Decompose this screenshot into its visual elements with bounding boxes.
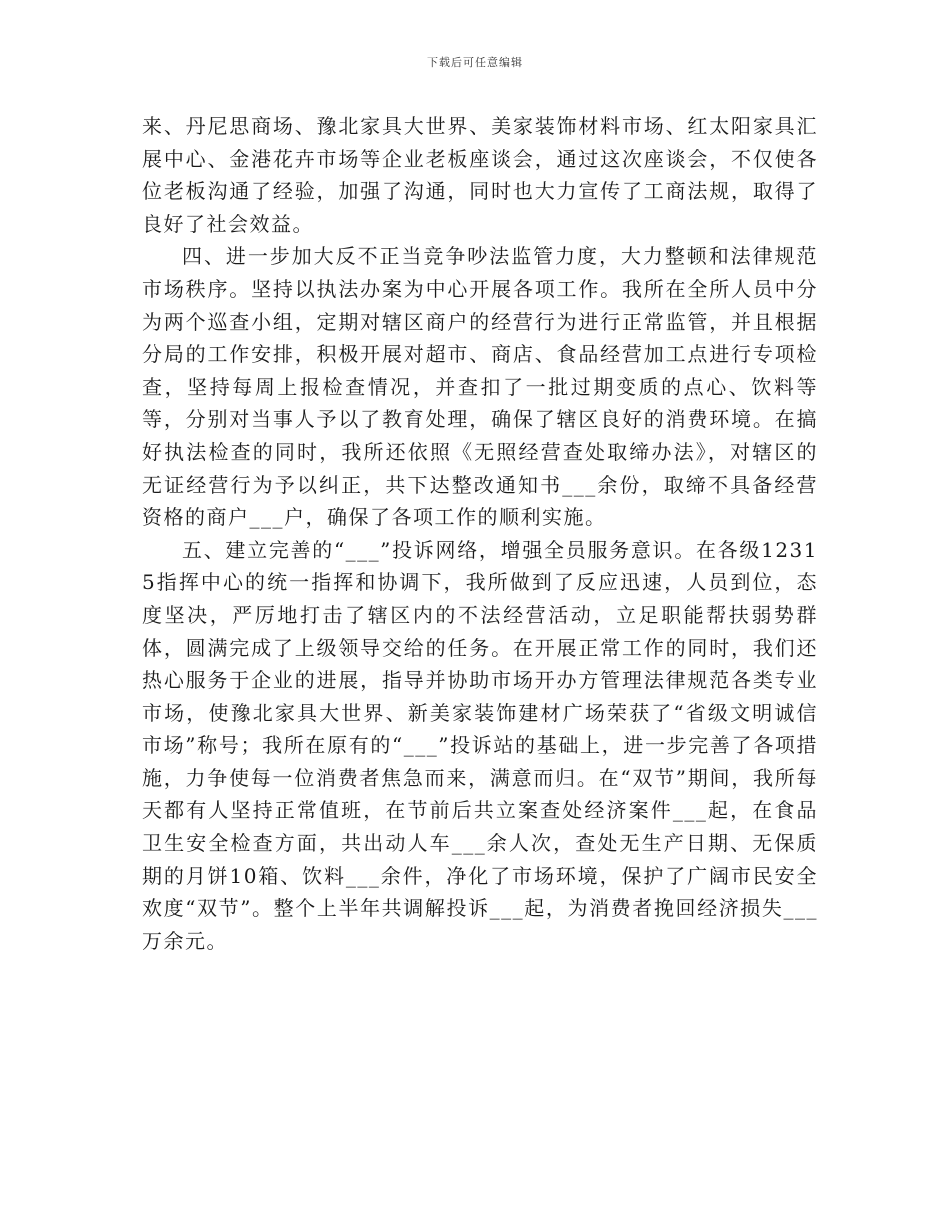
paragraph-section-five: 五、建立完善的“___”投诉网络，增强全员服务意识。在各级12315指挥中心的统一指挥和协调下，我所做到了反应迅速，人员到位，态度坚决，严厉地打击了辖区内的不法经营活动，立足职能帮扶弱势群体，圆满完成了上级领导交给的任务。在开展正常工作的同时，我们还热心服务于企业的进展，指导并协助市场开办方管理法律规范各类专业市场，使豫北家具大世界、新美家装饰建材广场荣获了“省级文明诚信市场”称号；我所在原有的“___”投诉站的基础上，进一步完善了各项措施，力争使每一位消费者焦急而来，满意而归。在“双节”期间，我所每天都有人坚持正常值班，在节前后共立案查处经济案件___起，在食品卫生安全检查方面，共出动人车___余人次，查处无生产日期、无保质期的月饼10箱、饮料___余件，净化了市场环境，保护了广阔市民安全欢度“双节”。整个上半年共调解投诉___起，为消费者挽回经济损失___万余元。 <box>142 537 818 953</box>
page-header: 下载后可任意编辑 <box>427 56 523 69</box>
paragraph-section-four: 四、进一步加大反不正当竞争吵法监管力度，大力整顿和法律规范市场秩序。坚持以执法办案为中心开展各项工作。我所在全所人员中分为两个巡查小组，定期对辖区商户的经营行为进行正常监管，并且根据分局的工作安排，积极开展对超市、商店、食品经营加工点进行专项检查，坚持每周上报检查情况，并查扣了一批过期变质的点心、饮料等等，分别对当事人予以了教育处理，确保了辖区良好的消费环境。在搞好执法检查的同时，我所还依照《无照经营查处取缔办法》，对辖区的无证经营行为予以纠正，共下达整改通知书___余份，取缔不具备经营资格的商户___户，确保了各项工作的顺利实施。 <box>142 244 818 530</box>
document-body <box>142 110 818 957</box>
paragraph-continuation: 来、丹尼思商场、豫北家具大世界、美家装饰材料市场、红太阳家具汇展中心、金港花卉市场等企业老板座谈会，通过这次座谈会，不仅使各位老板沟通了经验，加强了沟通，同时也大力宣传了工商法规，取得了良好了社会效益。 <box>142 114 818 236</box>
